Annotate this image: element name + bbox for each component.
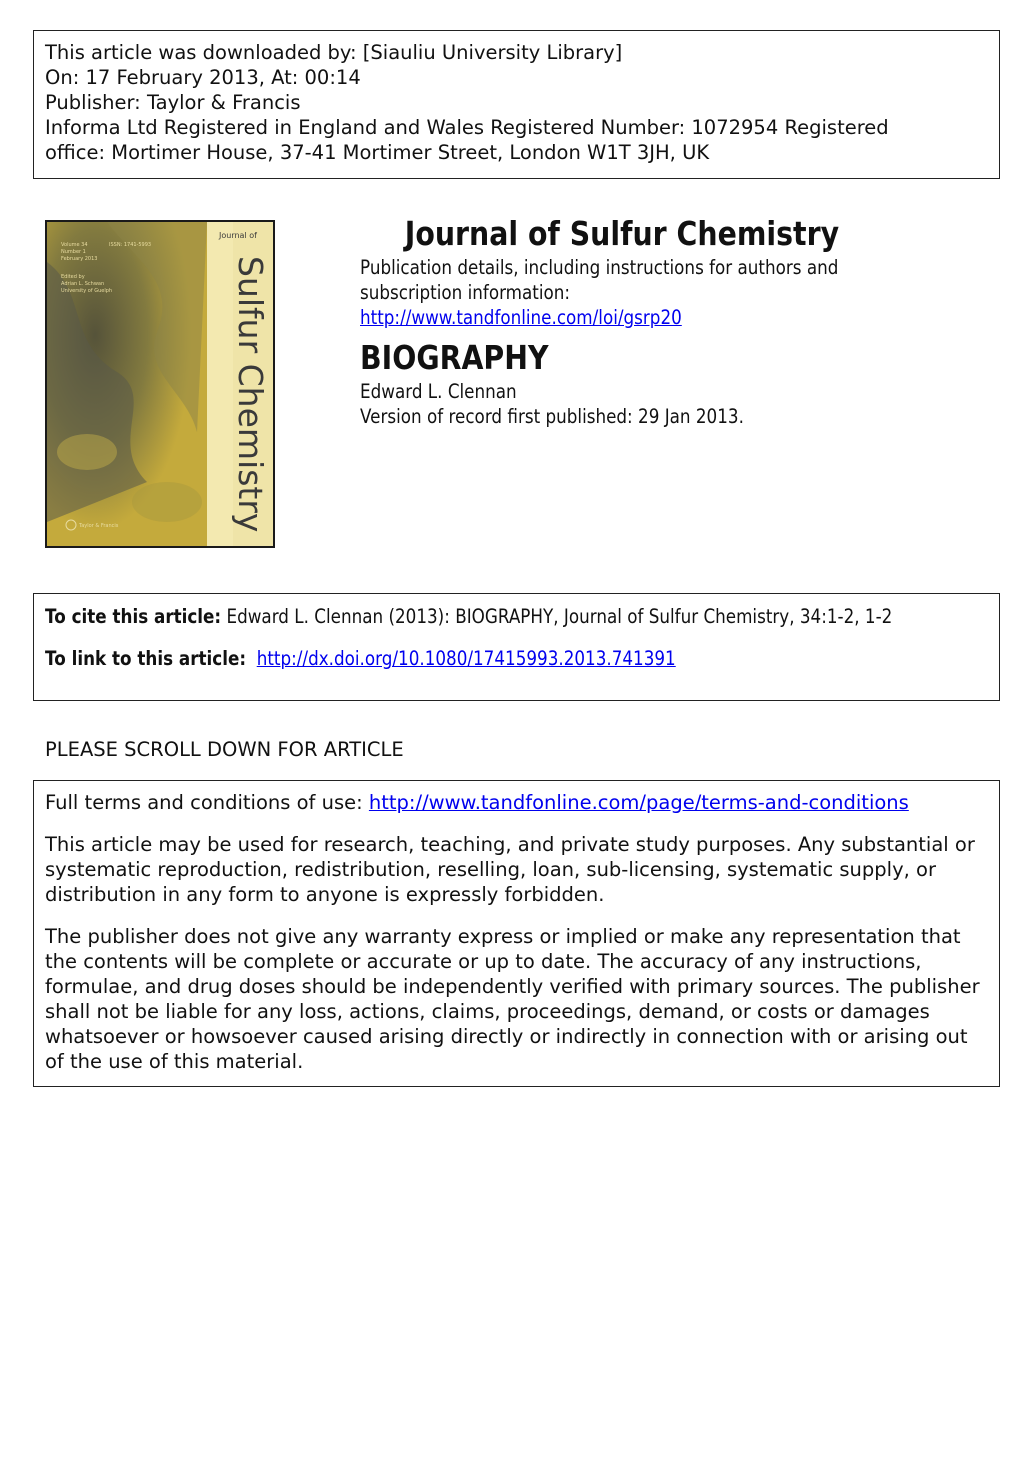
cite-label: To cite this article: (45, 605, 222, 628)
cover-issn: ISSN: 1741-5993 (109, 242, 152, 248)
cover-spine-title: Sulfur Chemistry (231, 256, 270, 533)
terms-label: Full terms and conditions of use: (45, 791, 363, 814)
terms-paragraph: This article may be used for research, teaching, and private study purposes. Any substantial or systematic reproduction, redistribution, reselling, loan, sub-licensing, systematic supply, or distribution in any form to anyone is expressly forbidden. (45, 833, 975, 906)
doi-link[interactable]: http://dx.doi.org/10.1080/17415993.2013.741391 (256, 647, 676, 670)
publication-details: Publication details, including instructions for authors and (360, 256, 839, 279)
cover-artwork (47, 222, 273, 546)
download-notice-line: Publisher: Taylor & Francis (45, 91, 301, 114)
download-notice-line: office: Mortimer House, 37-41 Mortimer Street, London W1T 3JH, UK (45, 141, 710, 164)
terms-url-link[interactable]: http://www.tandfonline.com/page/terms-and-conditions (368, 791, 909, 814)
download-notice-line: On: 17 February 2013, At: 00:14 (45, 66, 361, 89)
journal-cover-image (45, 220, 275, 548)
link-label: To link to this article: (45, 647, 247, 670)
journal-info (360, 214, 1000, 429)
cover-spine-title-small: Journal of (219, 231, 257, 240)
download-notice-line: This article was downloaded by: [Siauliu University Library] (45, 41, 623, 64)
cover-editor: University of Guelph (61, 288, 113, 294)
cite-line (45, 604, 893, 630)
download-notice-line: Informa Ltd Registered in England and Wales Registered Number: 1072954 Registered (45, 116, 889, 139)
download-notice-box (33, 30, 1000, 179)
terms-paragraph: The publisher does not give any warranty express or implied or make any representation that the contents will be complete or accurate or up to date. The accuracy of any instructions, formulae, and drug doses should be independently verified with primary sources. The publisher shall not be liable for any loss, actions, claims, proceedings, demand, or costs or damages whatsoever or howsoever caused arising directly or indirectly in connection with or arising out of the use of this material. (45, 925, 980, 1073)
link-line (45, 646, 856, 672)
journal-url-link[interactable]: http://www.tandfonline.com/loi/gsrp20 (360, 306, 682, 329)
article-title: BIOGRAPHY (360, 338, 549, 377)
cover-editor: Adrian L. Schwan (61, 281, 105, 287)
cover-volume: Volume 34 (61, 242, 88, 248)
citation-box (33, 593, 1000, 701)
cover-publisher: Taylor & Francis (79, 523, 119, 529)
version-of-record: Version of record first published: 29 Jan 2013. (360, 405, 744, 428)
cover-date: February 2013 (61, 256, 98, 262)
article-author: Edward L. Clennan (360, 380, 517, 403)
cover-editor: Edited by (61, 274, 85, 280)
journal-title: Journal of Sulfur Chemistry (404, 214, 840, 253)
terms-line (45, 790, 988, 815)
cite-text: Edward L. Clennan (2013): BIOGRAPHY, Journal of Sulfur Chemistry, 34:1-2, 1-2 (226, 605, 893, 628)
cover-number: Number 1 (61, 249, 86, 255)
scroll-down-note: PLEASE SCROLL DOWN FOR ARTICLE (45, 738, 404, 761)
terms-box (33, 780, 1000, 1087)
publication-details: subscription information: (360, 281, 571, 304)
